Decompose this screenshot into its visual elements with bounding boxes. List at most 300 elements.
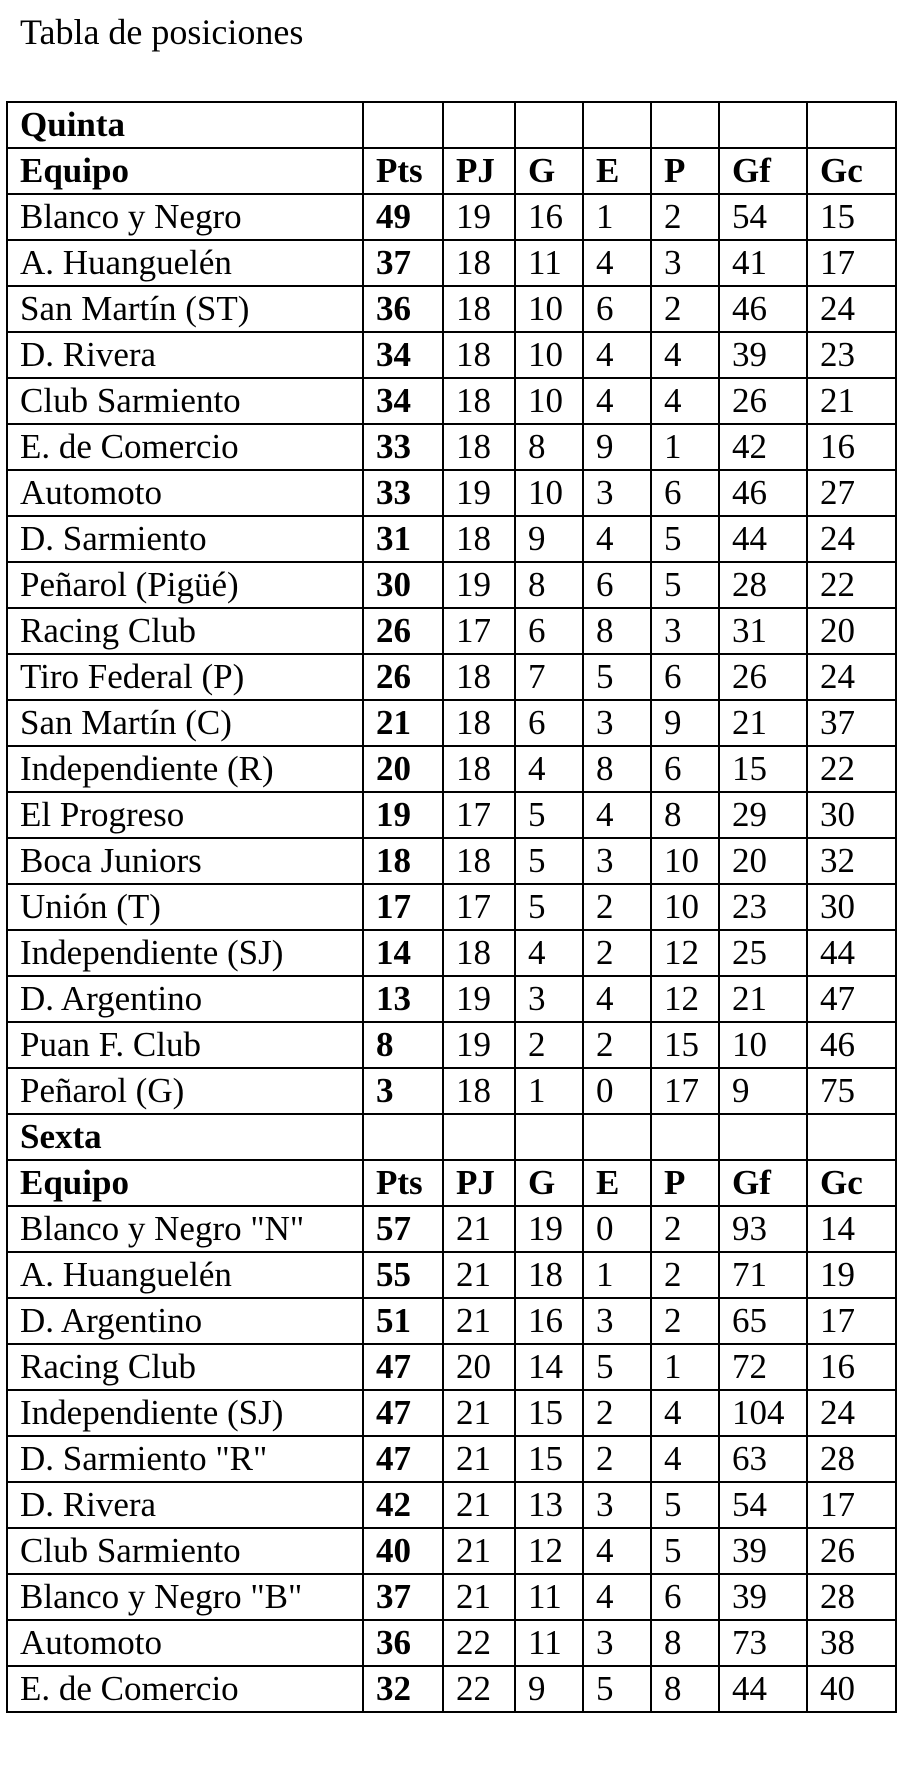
cell-pts: 36 [363,286,443,332]
cell-pts: 32 [363,1666,443,1712]
cell-pts: 20 [363,746,443,792]
cell-gc: 46 [807,1022,896,1068]
cell-gc: 21 [807,378,896,424]
cell-pts: 34 [363,332,443,378]
cell-p: 6 [651,746,719,792]
cell-team: D. Rivera [7,1482,363,1528]
cell-team: Independiente (SJ) [7,930,363,976]
cell-p: 2 [651,286,719,332]
cell-gc: 44 [807,930,896,976]
cell-gc: 20 [807,608,896,654]
empty-cell [583,1114,651,1160]
cell-g: 15 [515,1436,583,1482]
cell-team: Independiente (R) [7,746,363,792]
cell-pts: 47 [363,1390,443,1436]
column-header-gc: Gc [807,1160,896,1206]
cell-pj: 17 [443,608,515,654]
cell-gf: 104 [719,1390,807,1436]
table-row [7,194,896,240]
cell-e: 4 [583,378,651,424]
cell-pj: 18 [443,700,515,746]
cell-team: Blanco y Negro "B" [7,1574,363,1620]
cell-team: E. de Comercio [7,424,363,470]
cell-pts: 51 [363,1298,443,1344]
cell-pts: 18 [363,838,443,884]
cell-g: 10 [515,378,583,424]
cell-pts: 8 [363,1022,443,1068]
empty-cell [363,102,443,148]
cell-team: E. de Comercio [7,1666,363,1712]
cell-g: 11 [515,240,583,286]
cell-g: 4 [515,746,583,792]
cell-gc: 17 [807,1298,896,1344]
table-row [7,332,896,378]
cell-pts: 47 [363,1436,443,1482]
cell-pj: 21 [443,1482,515,1528]
column-header-gc: Gc [807,148,896,194]
cell-p: 8 [651,792,719,838]
cell-pts: 30 [363,562,443,608]
cell-pj: 21 [443,1206,515,1252]
cell-gf: 46 [719,470,807,516]
cell-e: 1 [583,1252,651,1298]
cell-gf: 39 [719,332,807,378]
cell-pj: 18 [443,378,515,424]
header-row [7,148,896,194]
column-header-pj: PJ [443,148,515,194]
cell-p: 2 [651,1252,719,1298]
section-label: Sexta [7,1114,363,1160]
cell-e: 4 [583,792,651,838]
cell-gc: 24 [807,1390,896,1436]
cell-gf: 54 [719,1482,807,1528]
cell-p: 6 [651,470,719,516]
cell-p: 15 [651,1022,719,1068]
cell-g: 6 [515,700,583,746]
cell-e: 5 [583,1344,651,1390]
cell-g: 10 [515,470,583,516]
cell-gc: 24 [807,654,896,700]
cell-g: 18 [515,1252,583,1298]
table-row [7,608,896,654]
empty-cell [807,1114,896,1160]
cell-pts: 33 [363,470,443,516]
cell-team: San Martín (ST) [7,286,363,332]
cell-p: 10 [651,838,719,884]
table-row [7,1666,896,1712]
cell-pts: 36 [363,1620,443,1666]
cell-p: 5 [651,562,719,608]
cell-gc: 24 [807,516,896,562]
table-row [7,838,896,884]
cell-team: Automoto [7,1620,363,1666]
standings-body [7,102,896,1712]
cell-gc: 17 [807,1482,896,1528]
cell-gf: 41 [719,240,807,286]
table-row [7,286,896,332]
column-header-team: Equipo [7,148,363,194]
cell-team: Peñarol (G) [7,1068,363,1114]
cell-e: 3 [583,1298,651,1344]
cell-gc: 22 [807,562,896,608]
cell-pts: 40 [363,1528,443,1574]
cell-e: 3 [583,700,651,746]
table-row [7,792,896,838]
cell-p: 1 [651,424,719,470]
cell-team: Racing Club [7,608,363,654]
cell-gf: 21 [719,976,807,1022]
cell-pj: 19 [443,562,515,608]
cell-gc: 17 [807,240,896,286]
cell-gf: 9 [719,1068,807,1114]
cell-p: 6 [651,1574,719,1620]
column-header-p: P [651,1160,719,1206]
table-row [7,1252,896,1298]
cell-team: Racing Club [7,1344,363,1390]
column-header-e: E [583,148,651,194]
cell-p: 5 [651,516,719,562]
cell-g: 15 [515,1390,583,1436]
cell-p: 3 [651,240,719,286]
cell-g: 13 [515,1482,583,1528]
empty-cell [651,1114,719,1160]
cell-e: 2 [583,1022,651,1068]
cell-p: 2 [651,1206,719,1252]
cell-gf: 71 [719,1252,807,1298]
table-row [7,976,896,1022]
table-row [7,1436,896,1482]
empty-cell [515,102,583,148]
cell-pj: 21 [443,1390,515,1436]
cell-pj: 21 [443,1298,515,1344]
column-header-pts: Pts [363,1160,443,1206]
cell-gf: 10 [719,1022,807,1068]
cell-g: 6 [515,608,583,654]
cell-e: 6 [583,286,651,332]
cell-pts: 19 [363,792,443,838]
cell-team: Puan F. Club [7,1022,363,1068]
cell-gf: 21 [719,700,807,746]
cell-g: 5 [515,792,583,838]
cell-team: Club Sarmiento [7,1528,363,1574]
column-header-gf: Gf [719,1160,807,1206]
table-row [7,654,896,700]
cell-p: 5 [651,1528,719,1574]
cell-p: 10 [651,884,719,930]
cell-pj: 20 [443,1344,515,1390]
column-header-p: P [651,148,719,194]
cell-pts: 34 [363,378,443,424]
column-header-gf: Gf [719,148,807,194]
cell-g: 10 [515,286,583,332]
cell-e: 2 [583,930,651,976]
cell-g: 3 [515,976,583,1022]
cell-p: 8 [651,1620,719,1666]
cell-gf: 93 [719,1206,807,1252]
table-row [7,1298,896,1344]
cell-pts: 17 [363,884,443,930]
cell-e: 4 [583,976,651,1022]
table-row [7,562,896,608]
cell-g: 16 [515,1298,583,1344]
cell-gc: 15 [807,194,896,240]
cell-team: A. Huanguelén [7,1252,363,1298]
cell-gc: 27 [807,470,896,516]
cell-pj: 18 [443,424,515,470]
cell-gf: 20 [719,838,807,884]
cell-e: 9 [583,424,651,470]
cell-gc: 24 [807,286,896,332]
cell-e: 8 [583,608,651,654]
cell-g: 11 [515,1620,583,1666]
column-header-pj: PJ [443,1160,515,1206]
cell-gf: 39 [719,1528,807,1574]
cell-pts: 57 [363,1206,443,1252]
cell-team: D. Sarmiento [7,516,363,562]
cell-g: 9 [515,1666,583,1712]
cell-team: A. Huanguelén [7,240,363,286]
table-row [7,1482,896,1528]
cell-g: 12 [515,1528,583,1574]
section-row-quinta [7,102,896,148]
table-row [7,424,896,470]
cell-gf: 73 [719,1620,807,1666]
cell-e: 5 [583,1666,651,1712]
cell-team: Blanco y Negro [7,194,363,240]
cell-gc: 14 [807,1206,896,1252]
cell-team: D. Argentino [7,1298,363,1344]
cell-e: 2 [583,884,651,930]
cell-team: Peñarol (Pigüé) [7,562,363,608]
cell-gc: 32 [807,838,896,884]
cell-gf: 72 [719,1344,807,1390]
table-row [7,1344,896,1390]
cell-pj: 19 [443,1022,515,1068]
cell-pts: 37 [363,240,443,286]
table-row [7,470,896,516]
empty-cell [719,1114,807,1160]
cell-pj: 18 [443,654,515,700]
table-row [7,884,896,930]
table-row [7,1574,896,1620]
cell-e: 2 [583,1390,651,1436]
section-row-sexta [7,1114,896,1160]
table-row [7,1390,896,1436]
cell-e: 3 [583,470,651,516]
cell-pts: 26 [363,608,443,654]
cell-pts: 13 [363,976,443,1022]
cell-team: Boca Juniors [7,838,363,884]
cell-pts: 55 [363,1252,443,1298]
cell-pts: 14 [363,930,443,976]
cell-p: 12 [651,976,719,1022]
table-row [7,930,896,976]
cell-pts: 31 [363,516,443,562]
cell-e: 4 [583,516,651,562]
cell-g: 11 [515,1574,583,1620]
cell-pts: 47 [363,1344,443,1390]
cell-g: 10 [515,332,583,378]
cell-gc: 37 [807,700,896,746]
cell-team: Tiro Federal (P) [7,654,363,700]
cell-pts: 26 [363,654,443,700]
cell-e: 5 [583,654,651,700]
cell-pj: 19 [443,976,515,1022]
section-label: Quinta [7,102,363,148]
cell-gf: 28 [719,562,807,608]
cell-p: 2 [651,194,719,240]
column-header-pts: Pts [363,148,443,194]
empty-cell [515,1114,583,1160]
cell-e: 3 [583,838,651,884]
cell-team: D. Sarmiento "R" [7,1436,363,1482]
cell-pj: 21 [443,1528,515,1574]
empty-cell [719,102,807,148]
cell-p: 4 [651,1390,719,1436]
cell-pj: 19 [443,470,515,516]
cell-gc: 22 [807,746,896,792]
cell-pj: 21 [443,1252,515,1298]
cell-gf: 54 [719,194,807,240]
table-row [7,516,896,562]
cell-gf: 44 [719,516,807,562]
column-header-e: E [583,1160,651,1206]
cell-gf: 25 [719,930,807,976]
cell-pj: 21 [443,1574,515,1620]
cell-g: 16 [515,194,583,240]
cell-p: 5 [651,1482,719,1528]
cell-e: 0 [583,1068,651,1114]
cell-g: 1 [515,1068,583,1114]
table-row [7,1022,896,1068]
cell-gc: 38 [807,1620,896,1666]
cell-e: 4 [583,1528,651,1574]
cell-gc: 16 [807,1344,896,1390]
empty-cell [363,1114,443,1160]
cell-g: 2 [515,1022,583,1068]
cell-team: Blanco y Negro "N" [7,1206,363,1252]
cell-pj: 18 [443,838,515,884]
cell-p: 17 [651,1068,719,1114]
cell-g: 4 [515,930,583,976]
column-header-team: Equipo [7,1160,363,1206]
cell-gc: 40 [807,1666,896,1712]
table-row [7,1068,896,1114]
cell-gf: 42 [719,424,807,470]
cell-gf: 31 [719,608,807,654]
table-row [7,700,896,746]
cell-e: 4 [583,240,651,286]
cell-team: Club Sarmiento [7,378,363,424]
cell-p: 4 [651,1436,719,1482]
cell-pj: 18 [443,1068,515,1114]
cell-p: 6 [651,654,719,700]
cell-pts: 21 [363,700,443,746]
cell-e: 3 [583,1482,651,1528]
cell-gf: 63 [719,1436,807,1482]
empty-cell [443,1114,515,1160]
cell-pj: 18 [443,332,515,378]
cell-gc: 23 [807,332,896,378]
cell-pj: 18 [443,240,515,286]
empty-cell [651,102,719,148]
cell-team: Automoto [7,470,363,516]
cell-p: 12 [651,930,719,976]
cell-pj: 22 [443,1620,515,1666]
cell-gf: 26 [719,378,807,424]
cell-pts: 42 [363,1482,443,1528]
cell-e: 1 [583,194,651,240]
cell-e: 8 [583,746,651,792]
cell-gf: 29 [719,792,807,838]
cell-pts: 37 [363,1574,443,1620]
empty-cell [583,102,651,148]
cell-gf: 44 [719,1666,807,1712]
table-row [7,1528,896,1574]
cell-e: 3 [583,1620,651,1666]
cell-g: 9 [515,516,583,562]
cell-gc: 19 [807,1252,896,1298]
empty-cell [807,102,896,148]
cell-team: D. Argentino [7,976,363,1022]
cell-gf: 15 [719,746,807,792]
cell-gf: 39 [719,1574,807,1620]
cell-team: Unión (T) [7,884,363,930]
cell-p: 3 [651,608,719,654]
cell-e: 6 [583,562,651,608]
cell-gc: 28 [807,1574,896,1620]
cell-pj: 17 [443,792,515,838]
cell-g: 14 [515,1344,583,1390]
cell-team: San Martín (C) [7,700,363,746]
cell-pj: 21 [443,1436,515,1482]
cell-e: 0 [583,1206,651,1252]
cell-pj: 18 [443,930,515,976]
cell-g: 8 [515,424,583,470]
cell-pj: 17 [443,884,515,930]
cell-gc: 26 [807,1528,896,1574]
cell-g: 5 [515,884,583,930]
cell-p: 1 [651,1344,719,1390]
cell-team: El Progreso [7,792,363,838]
cell-e: 2 [583,1436,651,1482]
cell-pj: 18 [443,286,515,332]
cell-pj: 19 [443,194,515,240]
table-row [7,1206,896,1252]
cell-gc: 16 [807,424,896,470]
table-row [7,240,896,286]
table-row [7,746,896,792]
empty-cell [443,102,515,148]
cell-gc: 28 [807,1436,896,1482]
cell-pts: 3 [363,1068,443,1114]
cell-gc: 75 [807,1068,896,1114]
table-row [7,378,896,424]
cell-e: 4 [583,332,651,378]
cell-gf: 23 [719,884,807,930]
cell-g: 7 [515,654,583,700]
cell-p: 2 [651,1298,719,1344]
page-title: Tabla de posiciones [20,12,304,52]
cell-p: 4 [651,378,719,424]
cell-gc: 30 [807,884,896,930]
cell-p: 8 [651,1666,719,1712]
cell-gf: 26 [719,654,807,700]
cell-pts: 49 [363,194,443,240]
table-row [7,1620,896,1666]
cell-gf: 65 [719,1298,807,1344]
column-header-g: G [515,148,583,194]
